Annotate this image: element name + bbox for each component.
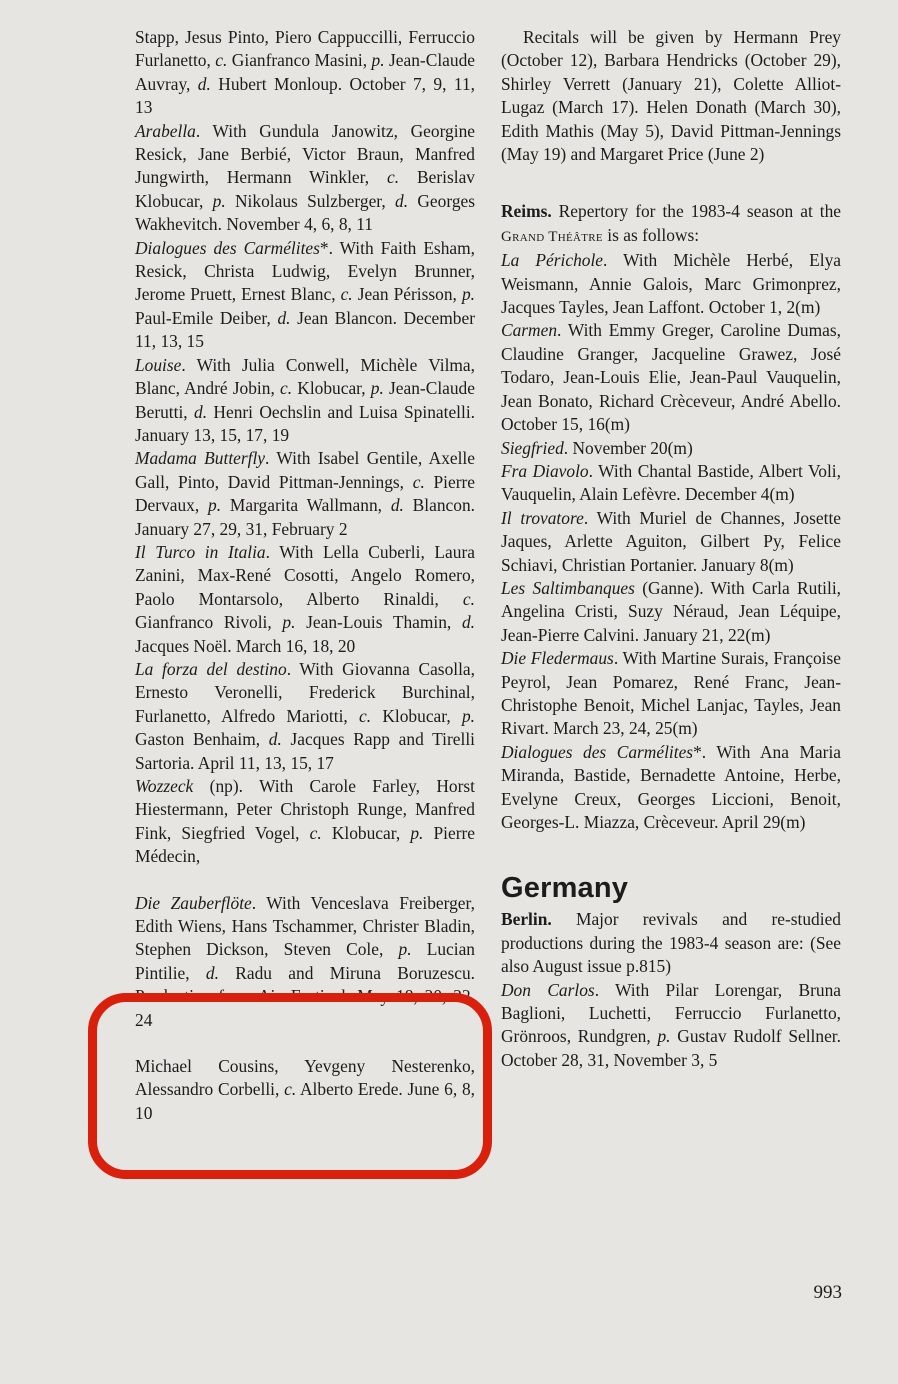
entry-text: Berislav Klobucar, xyxy=(135,167,475,211)
opera-title: Il Turco in Italia xyxy=(135,541,266,562)
entry-text: Gianfranco Rivoli, xyxy=(135,612,283,633)
entry-text: Blancon. January 27, 29, 31, February 2 xyxy=(135,495,475,539)
entry-text: Gustav Rudolf Sellner. October 28, 31, November 3, 5 xyxy=(501,1026,841,1070)
conductor-abbrev: c. xyxy=(309,822,322,843)
opera-title: Louise xyxy=(135,354,182,375)
recitals-paragraph: Recitals will be given by Hermann Prey (October 12), Barbara Hendricks (October 29), Shirley Verrett (January 21), Colette Alliot-Lugaz (March 17). Helen Donath (March 30), Edith Mathis (May 5), David Pittman-Jennings (May 19) and Margaret Price (June 2) xyxy=(501,27,841,165)
entry-text: Pierre Médecin, xyxy=(135,822,475,867)
entry-text: . With Gundula Janowitz, Georgine Resick, Jane Berbié, Victor Braun, Manfred Jungwirth, Hermann Winkler, xyxy=(135,120,475,188)
entry-text: Pierre Dervaux, xyxy=(135,471,476,516)
designer-abbrev: d. xyxy=(461,612,475,633)
left-column xyxy=(135,26,475,1125)
arabella-entry xyxy=(135,120,475,237)
entry-text: Jean-Louis Thamin, xyxy=(295,612,462,633)
stapp-entry-tail xyxy=(135,26,475,120)
entry-text: Jacques Rapp and Tirelli Sartoria. April 11, 13, 15, 17 xyxy=(135,729,475,773)
don-carlos-entry xyxy=(501,979,841,1073)
entry-text: Klobucar, xyxy=(321,822,411,843)
wozzeck-entry xyxy=(135,775,475,869)
opera-title: Arabella xyxy=(135,120,196,141)
opera-title: Wozzeck xyxy=(135,776,194,796)
entry-text: Margarita Wallmann, xyxy=(221,495,391,516)
entry-text: Gaston Benhaim, xyxy=(135,729,269,750)
opera-title: La forza del destino xyxy=(135,658,287,679)
fra-diavolo-entry xyxy=(501,460,841,507)
designer-abbrev: d. xyxy=(205,962,219,983)
opera-title: Dialogues des Carmélites xyxy=(501,741,694,762)
entry-text: Radu and Miruna Boruzescu. Production from Aix Festival. May 18, 20, 22, 24 xyxy=(135,962,475,1030)
entry-text: . November 20(m) xyxy=(563,437,693,458)
designer-abbrev: d. xyxy=(277,307,291,328)
city-name: Berlin. xyxy=(501,909,552,930)
producer-abbrev: p. xyxy=(410,822,424,843)
entry-text: . With Martine Surais, Françoise Peyrol, Jean Pomarez, René Franc, Jean-Christophe Benoit, Michel Lanjac, Tayles, Jean Rivart. March 23, 24, 25(m) xyxy=(501,648,841,739)
designer-abbrev: d. xyxy=(395,190,409,211)
producer-abbrev: p. xyxy=(208,495,222,516)
carmen-entry xyxy=(501,319,841,436)
producer-abbrev: p. xyxy=(212,190,226,211)
conductor-abbrev: c. xyxy=(215,50,228,71)
opera-title: Die Zauberflöte xyxy=(135,892,252,913)
entry-text: . With Venceslava Freiberger, Edith Wiens, Hans Tschammer, Christer Bladin, Stephen Dickson, Steven Cole, xyxy=(135,892,475,960)
entry-text: . With Michèle Herbé, Elya Weismann, Annie Galois, Marc Grimonprez, Jacques Tayles, Jean Laffont. October 1, 2(m) xyxy=(501,250,841,318)
entry-text: . With Julia Conwell, Michèle Vilma, Blanc, André Jobin, xyxy=(135,354,475,399)
trovatore-entry xyxy=(501,507,841,577)
entry-text: . With Emmy Greger, Caroline Dumas, Claudine Granger, Jacqueline Grawez, José Todaro, Jean-Louis Elie, Jean-Paul Vauquelin, Jean Bonato, Richard Crèceveur, André Abello. October 15, 16(m) xyxy=(501,320,841,435)
barbiere-entry-tail xyxy=(135,1055,475,1125)
butterfly-entry xyxy=(135,447,475,541)
opera-title: Carmen xyxy=(501,320,558,341)
opera-title: Il trovatore xyxy=(501,507,584,528)
conductor-abbrev: c. xyxy=(280,378,293,399)
opera-title: Fra Diavolo xyxy=(501,460,589,481)
dialogues-entry xyxy=(135,237,475,354)
entry-text: Repertory for the 1983-4 season at the xyxy=(551,201,841,222)
entry-text: Klobucar, xyxy=(292,378,371,399)
designer-abbrev: d. xyxy=(390,495,404,516)
entry-text: . With Isabel Gentile, Axelle Gall, Pinto, David Pittman-Jennings, xyxy=(135,448,475,492)
entry-text: . With Chantal Bastide, Albert Voli, Vauquelin, Alain Lefèvre. December 4(m) xyxy=(501,460,841,505)
entry-text: Hubert Monloup. October 7, 9, 11, 13 xyxy=(135,73,475,118)
dialogues-reims-entry xyxy=(501,741,841,835)
forza-entry xyxy=(135,658,475,775)
entry-text: Paul-Emile Deiber, xyxy=(135,307,278,328)
producer-abbrev: p. xyxy=(461,705,475,726)
entry-text: Henri Oechslin and Luisa Spinatelli. January 13, 15, 17, 19 xyxy=(135,401,476,445)
conductor-abbrev: c. xyxy=(462,588,475,609)
entry-text: Lucian Pintilie, xyxy=(135,939,475,983)
designer-abbrev: d. xyxy=(194,401,208,422)
entry-text: . With Lella Cuberli, Laura Zanini, Max-René Cosotti, Angelo Romero, Paolo Montarsolo, Alberto Rinaldi, xyxy=(135,541,475,609)
entry-text: Jacques Noël. March 16, 18, 20 xyxy=(135,635,356,656)
conductor-abbrev: c. xyxy=(340,284,353,305)
opera-title: Les Saltimbanques xyxy=(501,577,635,598)
entry-text: *. With Faith Esham, Resick, Christa Ludwig, Evelyn Brunner, Jerome Pruett, Ernest Blanc, xyxy=(135,237,475,305)
reims-intro xyxy=(501,200,841,249)
city-name: Reims. xyxy=(501,201,552,222)
entry-text: *. With Ana Maria Miranda, Bastide, Bernadette Antoine, Herbe, Evelyne Creux, Georges Liccioni, Benoit, Georges-L. Miazza, Crèceveur. April 29(m) xyxy=(501,741,841,832)
entry-text: is as follows: xyxy=(602,224,700,245)
entry-text: Klobucar, xyxy=(371,705,462,726)
entry-text: Jean Blancon. December 11, 13, 15 xyxy=(135,307,475,352)
louise-entry xyxy=(135,354,475,448)
conductor-abbrev: c. xyxy=(359,705,372,726)
opera-title: Don Carlos xyxy=(501,979,595,1000)
entry-text: Michael Cousins, Yevgeny Nesterenko, Alessandro Corbelli, xyxy=(135,1056,475,1100)
entry-text: Jean-Claude Auvray, xyxy=(135,50,475,94)
opera-title: Madama Butterfly xyxy=(135,448,266,469)
entry-text: Gianfranco Masini, xyxy=(227,50,372,71)
saltimbanques-entry xyxy=(501,577,841,647)
entry-text: . With Pilar Lorengar, Bruna Baglioni, Luchetti, Ferruccio Furlanetto, Grönroos, Rundgren, xyxy=(501,979,842,1047)
entry-text: Alberto Erede. June 6, 8, 10 xyxy=(135,1079,476,1123)
opera-title: La Périchole xyxy=(501,250,604,271)
entry-text: Nikolaus Sulzberger, xyxy=(225,190,396,211)
designer-abbrev: d. xyxy=(268,729,282,750)
entry-text: (np). With Carole Farley, Horst Hiestermann, Peter Christoph Runge, Manfred Fink, Siegfried Vogel, xyxy=(135,776,475,843)
entry-text: (Ganne). With Carla Rutili, Angelina Cristi, Suzy Néraud, Jean Léquipe, Jean-Pierre Calvini. January 21, 22(m) xyxy=(501,577,841,645)
venue-name: Grand Théâtre xyxy=(501,228,603,245)
turco-entry xyxy=(135,541,475,658)
germany-heading: Germany xyxy=(501,872,629,905)
siegfried-entry xyxy=(501,437,841,460)
conductor-abbrev: c. xyxy=(387,167,400,188)
producer-abbrev: p. xyxy=(371,50,385,71)
opera-title: Die Fledermaus xyxy=(501,648,614,669)
entry-text: Stapp, Jesus Pinto, Piero Cappuccilli, Ferruccio Furlanetto, xyxy=(135,27,475,71)
producer-abbrev: p. xyxy=(398,939,412,960)
opera-title: Siegfried xyxy=(501,437,564,458)
entry-text: Jean Périsson, xyxy=(352,284,462,305)
conductor-abbrev: c. xyxy=(412,471,425,492)
entry-text: Jean-Claude Berutti, xyxy=(135,378,475,422)
page-number: 993 xyxy=(813,1282,842,1303)
perichole-entry xyxy=(501,249,841,319)
right-column xyxy=(501,26,841,1072)
fledermaus-entry xyxy=(501,647,841,741)
berlin-intro xyxy=(501,908,841,978)
producer-abbrev: p. xyxy=(461,284,475,305)
entry-text: . With Giovanna Casolla, Ernesto Veronelli, Frederick Burchinal, Furlanetto, Alfredo Mariotti, xyxy=(135,658,475,726)
designer-abbrev: d. xyxy=(197,73,211,94)
zauberflote-entry xyxy=(135,892,475,1032)
conductor-abbrev: c. xyxy=(284,1079,297,1100)
producer-abbrev: p. xyxy=(370,378,384,399)
entry-text: Georges Wakhevitch. November 4, 6, 8, 11 xyxy=(135,190,475,235)
producer-abbrev: p. xyxy=(282,612,296,633)
opera-title: Dialogues des Carmélites xyxy=(135,237,320,258)
producer-abbrev: p. xyxy=(657,1026,671,1047)
entry-text: . With Muriel de Channes, Josette Jaques, Arlette Aguiton, Gilbert Py, Felice Schiavi, Christian Portanier. January 8(m) xyxy=(501,507,841,575)
entry-text: Major revivals and re-studied productions during the 1983-4 season are: (See also August issue p.815) xyxy=(501,909,841,977)
